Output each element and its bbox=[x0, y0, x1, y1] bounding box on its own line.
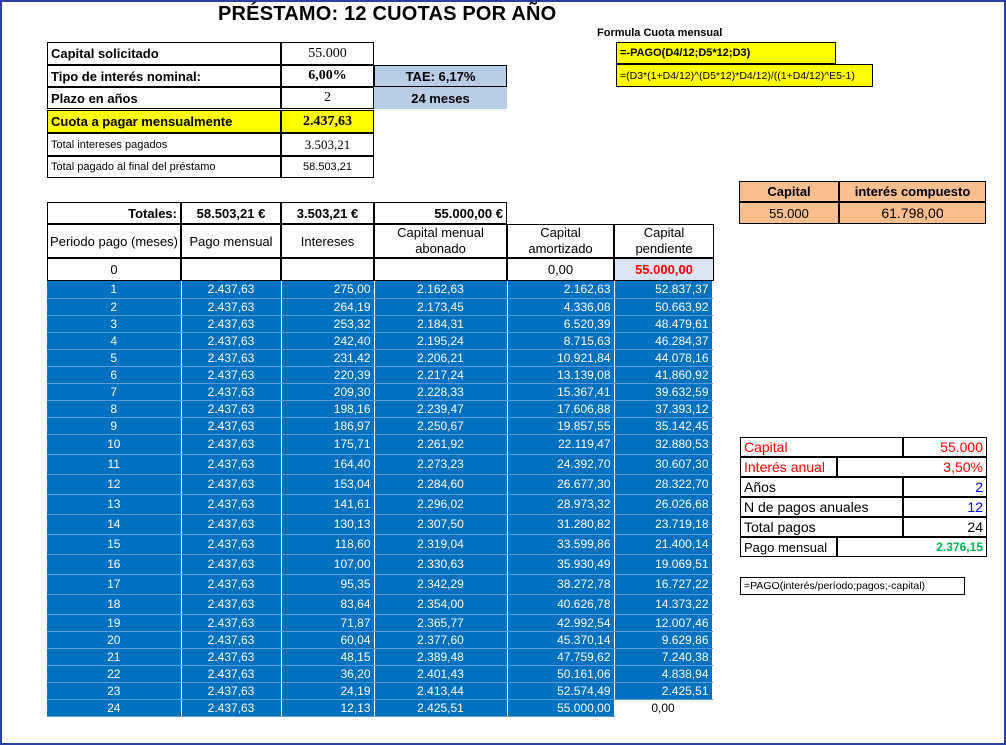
capital-pendiente-cell[interactable]: 28.322,70 bbox=[614, 474, 712, 494]
periodo-cell[interactable]: 4 bbox=[47, 332, 181, 349]
header-periodo: Periodo pago (meses) bbox=[47, 224, 181, 258]
totals-label: Totales: bbox=[47, 202, 181, 224]
capital-abonado-cell[interactable]: 2.330,63 bbox=[374, 554, 507, 574]
pago-cell[interactable]: 2.437,63 bbox=[181, 514, 281, 534]
table-row bbox=[47, 514, 712, 534]
capital-label: Capital solicitado bbox=[47, 42, 281, 65]
capital-amortizado-cell[interactable]: 6.520,39 bbox=[507, 315, 614, 332]
pago-cell[interactable]: 2.437,63 bbox=[181, 454, 281, 474]
capital-pendiente-cell[interactable]: 50.663,92 bbox=[614, 298, 712, 315]
intereses-cell[interactable]: 130,13 bbox=[281, 514, 374, 534]
periodo-cell[interactable]: 22 bbox=[47, 665, 181, 682]
capital-amortizado-cell[interactable]: 8.715,63 bbox=[507, 332, 614, 349]
pago-cell[interactable]: 2.437,63 bbox=[181, 699, 281, 716]
capital-amortizado-cell[interactable]: 50.161,06 bbox=[507, 665, 614, 682]
cuota-value-cell[interactable]: 2.437,63 bbox=[281, 110, 374, 133]
row0-capital-abonado[interactable] bbox=[374, 258, 507, 281]
capital-pendiente-cell[interactable]: 44.078,16 bbox=[614, 349, 712, 366]
capital-amortizado-cell[interactable]: 19.857,55 bbox=[507, 417, 614, 434]
intereses-cell[interactable]: 242,40 bbox=[281, 332, 374, 349]
table-row bbox=[47, 315, 712, 332]
pago-cell[interactable]: 2.437,63 bbox=[181, 494, 281, 514]
capital-pendiente-cell[interactable]: 16.727,22 bbox=[614, 574, 712, 594]
capital-abonado-cell[interactable]: 2.206,21 bbox=[374, 349, 507, 366]
pago-cell[interactable]: 2.437,63 bbox=[181, 574, 281, 594]
capital-pendiente-cell[interactable]: 2.425,51 bbox=[614, 682, 712, 699]
table-row bbox=[47, 682, 712, 699]
capital-amortizado-cell[interactable]: 13.139,08 bbox=[507, 366, 614, 383]
calc-capital-label: Capital bbox=[740, 437, 903, 457]
capital-abonado-cell[interactable]: 2.401,43 bbox=[374, 665, 507, 682]
periodo-cell[interactable]: 20 bbox=[47, 631, 181, 648]
pago-cell[interactable]: 2.437,63 bbox=[181, 534, 281, 554]
capital-abonado-cell[interactable]: 2.296,02 bbox=[374, 494, 507, 514]
row0-periodo[interactable]: 0 bbox=[47, 258, 181, 281]
capital-pendiente-cell[interactable]: 46.284,37 bbox=[614, 332, 712, 349]
table-row bbox=[47, 434, 712, 454]
capital-amortizado-cell[interactable]: 42.992,54 bbox=[507, 614, 614, 631]
capital-abonado-cell[interactable]: 2.425,51 bbox=[374, 699, 507, 716]
intereses-cell[interactable]: 209,30 bbox=[281, 383, 374, 400]
capital-pendiente-cell[interactable]: 32.880,53 bbox=[614, 434, 712, 454]
table-row bbox=[47, 574, 712, 594]
intereses-cell[interactable]: 141,61 bbox=[281, 494, 374, 514]
capital-pendiente-cell[interactable]: 12.007,46 bbox=[614, 614, 712, 631]
table-row bbox=[47, 454, 712, 474]
capital-pendiente-cell[interactable]: 41.860,92 bbox=[614, 366, 712, 383]
capital-abonado-cell[interactable]: 2.261,92 bbox=[374, 434, 507, 454]
periodo-cell[interactable]: 16 bbox=[47, 554, 181, 574]
calc-total-pagos-label: Total pagos bbox=[740, 517, 903, 537]
compound-capital-header: Capital bbox=[739, 181, 839, 202]
capital-abonado-cell[interactable]: 2.377,60 bbox=[374, 631, 507, 648]
capital-amortizado-cell[interactable]: 40.626,78 bbox=[507, 594, 614, 614]
intereses-cell[interactable]: 95,35 bbox=[281, 574, 374, 594]
calc-pago-mensual-label: Pago mensual bbox=[740, 537, 837, 557]
table-row bbox=[47, 383, 712, 400]
capital-pendiente-cell[interactable]: 0,00 bbox=[614, 699, 712, 716]
compound-interes-value[interactable]: 61.798,00 bbox=[839, 202, 986, 224]
capital-abonado-cell[interactable]: 2.173,45 bbox=[374, 298, 507, 315]
pago-cell[interactable]: 2.437,63 bbox=[181, 332, 281, 349]
header-pago: Pago mensual bbox=[181, 224, 281, 258]
periodo-cell[interactable]: 8 bbox=[47, 400, 181, 417]
intereses-cell[interactable]: 275,00 bbox=[281, 281, 374, 298]
capital-pendiente-cell[interactable]: 30.607,30 bbox=[614, 454, 712, 474]
intereses-cell[interactable]: 24,19 bbox=[281, 682, 374, 699]
intereses-cell[interactable]: 264,19 bbox=[281, 298, 374, 315]
capital-pendiente-cell[interactable]: 9.629,86 bbox=[614, 631, 712, 648]
pago-cell[interactable]: 2.437,63 bbox=[181, 665, 281, 682]
capital-pendiente-cell[interactable]: 7.240,38 bbox=[614, 648, 712, 665]
capital-abonado-cell[interactable]: 2.389,48 bbox=[374, 648, 507, 665]
pago-cell[interactable]: 2.437,63 bbox=[181, 366, 281, 383]
page-title: PRÉSTAMO: 12 CUOTAS POR AÑO bbox=[218, 3, 557, 25]
calc-anos-label: Años bbox=[740, 477, 903, 497]
pago-cell[interactable]: 2.437,63 bbox=[181, 434, 281, 454]
table-row bbox=[47, 534, 712, 554]
intereses-cell[interactable]: 107,00 bbox=[281, 554, 374, 574]
capital-amortizado-cell[interactable]: 24.392,70 bbox=[507, 454, 614, 474]
intereses-cell[interactable]: 48,15 bbox=[281, 648, 374, 665]
capital-pendiente-cell[interactable]: 52.837,37 bbox=[614, 281, 712, 298]
periodo-cell[interactable]: 17 bbox=[47, 574, 181, 594]
periodo-cell[interactable]: 24 bbox=[47, 699, 181, 716]
capital-pendiente-cell[interactable]: 35.142,45 bbox=[614, 417, 712, 434]
capital-abonado-cell[interactable]: 2.273,23 bbox=[374, 454, 507, 474]
intereses-cell[interactable]: 153,04 bbox=[281, 474, 374, 494]
periodo-cell[interactable]: 1 bbox=[47, 281, 181, 298]
calc-total-pagos-value[interactable]: 24 bbox=[903, 517, 987, 537]
periodo-cell[interactable]: 12 bbox=[47, 474, 181, 494]
capital-abonado-cell[interactable]: 2.184,31 bbox=[374, 315, 507, 332]
totals-pago[interactable]: 58.503,21 € bbox=[181, 202, 281, 224]
formula-expanded-cell[interactable]: =(D3*(1+D4/12)^(D5*12)*D4/12)/((1+D4/12)^E5-1) bbox=[616, 64, 873, 87]
capital-pendiente-cell[interactable]: 4.838,94 bbox=[614, 665, 712, 682]
capital-amortizado-cell[interactable]: 22.119,47 bbox=[507, 434, 614, 454]
capital-abonado-cell[interactable]: 2.228,33 bbox=[374, 383, 507, 400]
periodo-cell[interactable]: 13 bbox=[47, 494, 181, 514]
capital-abonado-cell[interactable]: 2.307,50 bbox=[374, 514, 507, 534]
formula-pago-cell[interactable]: =-PAGO(D4/12;D5*12;D3) bbox=[616, 42, 836, 64]
capital-amortizado-cell[interactable]: 10.921,84 bbox=[507, 349, 614, 366]
intereses-cell[interactable]: 71,87 bbox=[281, 614, 374, 631]
pago-cell[interactable]: 2.437,63 bbox=[181, 631, 281, 648]
table-row bbox=[47, 281, 712, 298]
cuota-label: Cuota a pagar mensualmente bbox=[47, 110, 281, 133]
compound-interes-header: interés compuesto bbox=[839, 181, 986, 202]
calc-pago-mensual-value[interactable]: 2.376,15 bbox=[837, 537, 987, 557]
capital-abonado-cell[interactable]: 2.413,44 bbox=[374, 682, 507, 699]
periodo-cell[interactable]: 5 bbox=[47, 349, 181, 366]
header-capital-abonado: Capital menual abonado bbox=[374, 224, 507, 258]
table-row bbox=[47, 665, 712, 682]
row0-amortizado[interactable]: 0,00 bbox=[507, 258, 614, 281]
table-row bbox=[47, 474, 712, 494]
capital-amortizado-cell[interactable]: 4.336,08 bbox=[507, 298, 614, 315]
periodo-cell[interactable]: 10 bbox=[47, 434, 181, 454]
periodo-cell[interactable]: 7 bbox=[47, 383, 181, 400]
total-pagado-label: Total pagado al final del préstamo bbox=[47, 156, 281, 178]
periodo-cell[interactable]: 15 bbox=[47, 534, 181, 554]
periodo-cell[interactable]: 14 bbox=[47, 514, 181, 534]
pago-cell[interactable]: 2.437,63 bbox=[181, 648, 281, 665]
capital-pendiente-cell[interactable]: 14.373,22 bbox=[614, 594, 712, 614]
intereses-cell[interactable]: 186,97 bbox=[281, 417, 374, 434]
header-capital-pendiente: Capital pendiente bbox=[614, 224, 714, 258]
total-intereses-value-cell[interactable]: 3.503,21 bbox=[281, 133, 374, 156]
table-row bbox=[47, 554, 712, 574]
capital-amortizado-cell[interactable]: 15.367,41 bbox=[507, 383, 614, 400]
table-row bbox=[47, 298, 712, 315]
capital-value-cell[interactable]: 55.000 bbox=[281, 42, 374, 65]
row0-pendiente[interactable]: 55.000,00 bbox=[614, 258, 714, 281]
formula-label: Formula Cuota mensual bbox=[597, 27, 723, 39]
intereses-cell[interactable]: 220,39 bbox=[281, 366, 374, 383]
capital-abonado-cell[interactable]: 2.319,04 bbox=[374, 534, 507, 554]
capital-abonado-cell[interactable]: 2.342,29 bbox=[374, 574, 507, 594]
intereses-cell[interactable]: 231,42 bbox=[281, 349, 374, 366]
capital-abonado-cell[interactable]: 2.284,60 bbox=[374, 474, 507, 494]
intereses-cell[interactable]: 12,13 bbox=[281, 699, 374, 716]
pago-cell[interactable]: 2.437,63 bbox=[181, 400, 281, 417]
table-row bbox=[47, 366, 712, 383]
capital-amortizado-cell[interactable]: 31.280,82 bbox=[507, 514, 614, 534]
capital-abonado-cell[interactable]: 2.239,47 bbox=[374, 400, 507, 417]
calc-formula-note[interactable]: =PAGO(interés/período;pagos;-capital) bbox=[740, 577, 965, 595]
intereses-cell[interactable]: 36,20 bbox=[281, 665, 374, 682]
capital-amortizado-cell[interactable]: 17.606,88 bbox=[507, 400, 614, 417]
periodo-cell[interactable]: 19 bbox=[47, 614, 181, 631]
calc-interes-label: Interés anual bbox=[740, 457, 837, 477]
table-row bbox=[47, 332, 712, 349]
periodo-cell[interactable]: 18 bbox=[47, 594, 181, 614]
table-row bbox=[47, 417, 712, 434]
capital-amortizado-cell[interactable]: 26.677,30 bbox=[507, 474, 614, 494]
pago-cell[interactable]: 2.437,63 bbox=[181, 554, 281, 574]
capital-amortizado-cell[interactable]: 28.973,32 bbox=[507, 494, 614, 514]
meses-cell[interactable]: 24 meses bbox=[374, 87, 507, 109]
capital-amortizado-cell[interactable]: 55.000,00 bbox=[507, 699, 614, 716]
capital-pendiente-cell[interactable]: 37.393,12 bbox=[614, 400, 712, 417]
header-intereses: Intereses bbox=[281, 224, 374, 258]
table-row bbox=[47, 594, 712, 614]
totals-intereses[interactable]: 3.503,21 € bbox=[281, 202, 374, 224]
table-row bbox=[47, 614, 712, 631]
intereses-cell[interactable]: 118,60 bbox=[281, 534, 374, 554]
pago-cell[interactable]: 2.437,63 bbox=[181, 614, 281, 631]
intereses-cell[interactable]: 164,40 bbox=[281, 454, 374, 474]
totals-capital[interactable]: 55.000,00 € bbox=[374, 202, 507, 224]
capital-abonado-cell[interactable]: 2.365,77 bbox=[374, 614, 507, 631]
header-capital-amortizado: Capital amortizado bbox=[507, 224, 614, 258]
pago-cell[interactable]: 2.437,63 bbox=[181, 682, 281, 699]
table-row bbox=[47, 631, 712, 648]
interes-value-cell[interactable]: 6,00% bbox=[281, 65, 374, 87]
pago-cell[interactable]: 2.437,63 bbox=[181, 281, 281, 298]
pago-cell[interactable]: 2.437,63 bbox=[181, 417, 281, 434]
table-row bbox=[47, 349, 712, 366]
intereses-cell[interactable]: 83,64 bbox=[281, 594, 374, 614]
intereses-cell[interactable]: 175,71 bbox=[281, 434, 374, 454]
pago-cell[interactable]: 2.437,63 bbox=[181, 383, 281, 400]
periodo-cell[interactable]: 9 bbox=[47, 417, 181, 434]
amortization-table bbox=[47, 281, 713, 717]
capital-abonado-cell[interactable]: 2.250,67 bbox=[374, 417, 507, 434]
capital-abonado-cell[interactable]: 2.195,24 bbox=[374, 332, 507, 349]
calc-anos-value[interactable]: 2 bbox=[903, 477, 987, 497]
compound-capital-value[interactable]: 55.000 bbox=[739, 202, 839, 224]
capital-pendiente-cell[interactable]: 23.719,18 bbox=[614, 514, 712, 534]
capital-pendiente-cell[interactable]: 19.069,51 bbox=[614, 554, 712, 574]
capital-amortizado-cell[interactable]: 35.930,49 bbox=[507, 554, 614, 574]
table-row bbox=[47, 494, 712, 514]
capital-pendiente-cell[interactable]: 26.026,68 bbox=[614, 494, 712, 514]
capital-amortizado-cell[interactable]: 47.759,62 bbox=[507, 648, 614, 665]
capital-abonado-cell[interactable]: 2.217,24 bbox=[374, 366, 507, 383]
capital-amortizado-cell[interactable]: 45.370,14 bbox=[507, 631, 614, 648]
periodo-cell[interactable]: 21 bbox=[47, 648, 181, 665]
plazo-label: Plazo en años bbox=[47, 87, 281, 109]
interes-label: Tipo de interés nominal: bbox=[47, 65, 281, 87]
total-pagado-value-cell[interactable]: 58.503,21 bbox=[281, 156, 374, 178]
periodo-cell[interactable]: 23 bbox=[47, 682, 181, 699]
periodo-cell[interactable]: 3 bbox=[47, 315, 181, 332]
calc-pagos-anuales-label: N de pagos anuales bbox=[740, 497, 903, 517]
table-row bbox=[47, 400, 712, 417]
capital-pendiente-cell[interactable]: 21.400,14 bbox=[614, 534, 712, 554]
periodo-cell[interactable]: 11 bbox=[47, 454, 181, 474]
capital-pendiente-cell[interactable]: 48.479,61 bbox=[614, 315, 712, 332]
calc-pagos-anuales-value[interactable]: 12 bbox=[903, 497, 987, 517]
intereses-cell[interactable]: 198,16 bbox=[281, 400, 374, 417]
calc-interes-value[interactable]: 3,50% bbox=[837, 457, 987, 477]
intereses-cell[interactable]: 60,04 bbox=[281, 631, 374, 648]
tae-cell[interactable]: TAE: 6,17% bbox=[374, 65, 507, 87]
pago-cell[interactable]: 2.437,63 bbox=[181, 298, 281, 315]
intereses-cell[interactable]: 253,32 bbox=[281, 315, 374, 332]
calc-capital-value[interactable]: 55.000 bbox=[903, 437, 987, 457]
table-row bbox=[47, 648, 712, 665]
pago-cell[interactable]: 2.437,63 bbox=[181, 474, 281, 494]
table-row bbox=[47, 699, 712, 716]
capital-amortizado-cell[interactable]: 52.574,49 bbox=[507, 682, 614, 699]
capital-pendiente-cell[interactable]: 39.632,59 bbox=[614, 383, 712, 400]
pago-cell[interactable]: 2.437,63 bbox=[181, 315, 281, 332]
capital-amortizado-cell[interactable]: 2.162,63 bbox=[507, 281, 614, 298]
pago-cell[interactable]: 2.437,63 bbox=[181, 594, 281, 614]
capital-abonado-cell[interactable]: 2.162,63 bbox=[374, 281, 507, 298]
plazo-value-cell[interactable]: 2 bbox=[281, 87, 374, 109]
periodo-cell[interactable]: 6 bbox=[47, 366, 181, 383]
periodo-cell[interactable]: 2 bbox=[47, 298, 181, 315]
capital-abonado-cell[interactable]: 2.354,00 bbox=[374, 594, 507, 614]
capital-amortizado-cell[interactable]: 33.599,86 bbox=[507, 534, 614, 554]
capital-amortizado-cell[interactable]: 38.272,78 bbox=[507, 574, 614, 594]
pago-cell[interactable]: 2.437,63 bbox=[181, 349, 281, 366]
row0-intereses[interactable] bbox=[281, 258, 374, 281]
total-intereses-label: Total intereses pagados bbox=[47, 133, 281, 156]
row0-pago[interactable] bbox=[181, 258, 281, 281]
